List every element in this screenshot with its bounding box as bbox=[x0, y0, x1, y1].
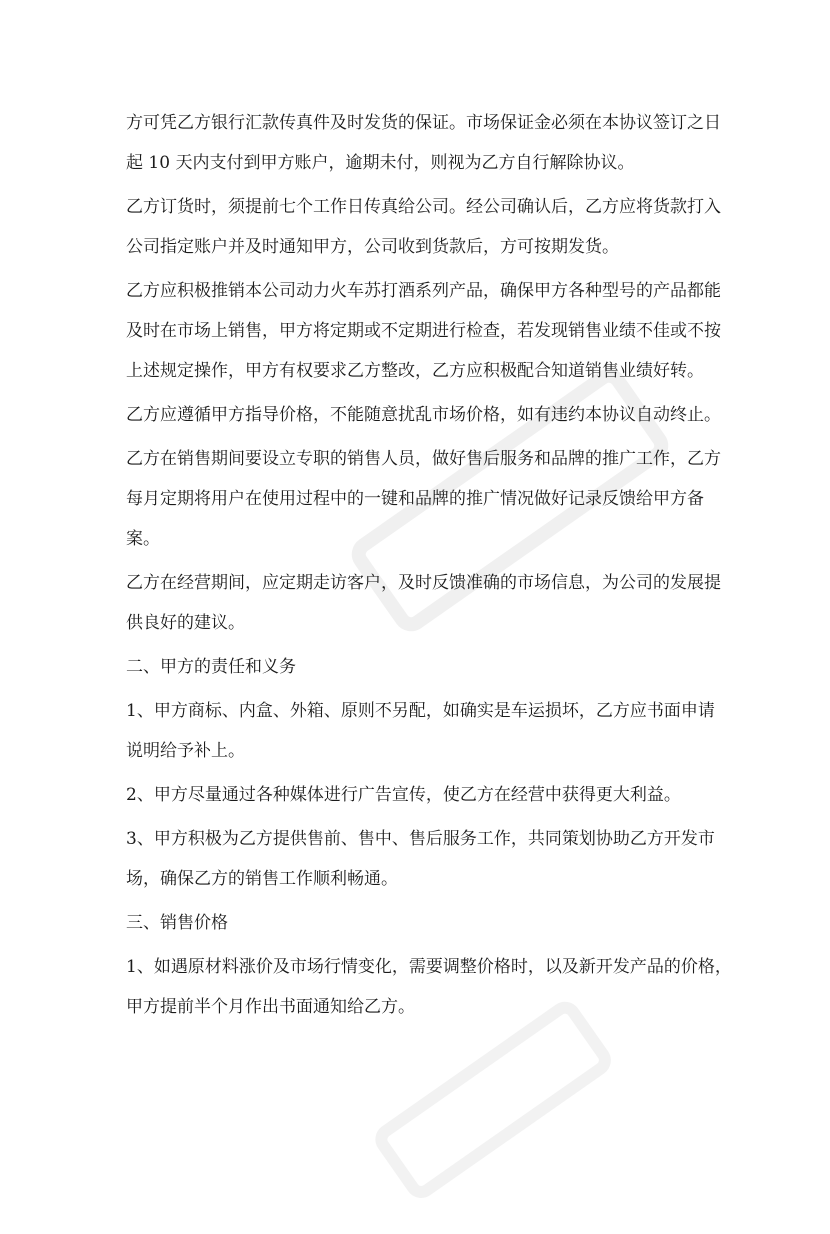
text-line: 起 10 天内支付到甲方账户，逾期未付，则视为乙方自行解除协议。 bbox=[126, 153, 635, 173]
text-line: 乙方在经营期间，应定期走访客户，及时反馈准确的市场信息，为公司的发展提 bbox=[126, 573, 721, 593]
text-line: 供良好的建议。 bbox=[126, 613, 245, 633]
paragraph bbox=[126, 439, 726, 559]
text-line: 甲方提前半个月作出书面通知给乙方。 bbox=[126, 997, 415, 1017]
text-line: 方可凭乙方银行汇款传真件及时发货的保证。市场保证金必须在本协议签订之日 bbox=[126, 113, 721, 133]
paragraph bbox=[126, 691, 726, 771]
document-body bbox=[126, 103, 732, 1027]
text-line: 三、销售价格 bbox=[126, 913, 228, 933]
text-line: 每月定期将用户在使用过程中的一键和品牌的推广情况做好记录反馈给甲方备 bbox=[126, 489, 704, 509]
paragraph bbox=[126, 271, 726, 391]
text-line: 3、甲方积极为乙方提供售前、售中、售后服务工作，共同策划协助乙方开发市 bbox=[126, 829, 715, 849]
paragraph bbox=[126, 187, 726, 267]
text-line: 2、甲方尽量通过各种媒体进行广告宣传，使乙方在经营中获得更大利益。 bbox=[126, 785, 681, 805]
text-line: 场，确保乙方的销售工作顺利畅通。 bbox=[126, 869, 398, 889]
paragraph bbox=[126, 563, 726, 643]
text-line: 乙方应遵循甲方指导价格，不能随意扰乱市场价格，如有违约本协议自动终止。 bbox=[126, 405, 721, 425]
text-line: 公司指定账户并及时通知甲方，公司收到货款后，方可按期发货。 bbox=[126, 237, 619, 257]
text-line: 上述规定操作，甲方有权要求乙方整改，乙方应积极配合知道销售业绩好转。 bbox=[126, 361, 704, 381]
section-heading bbox=[126, 903, 726, 943]
section-heading bbox=[126, 647, 726, 687]
paragraph bbox=[126, 947, 732, 1027]
paragraph bbox=[126, 775, 726, 815]
text-line: 1、甲方商标、内盒、外箱、原则不另配，如确实是车运损坏，乙方应书面申请 bbox=[126, 701, 715, 721]
paragraph bbox=[126, 395, 726, 435]
text-line: 1、如遇原材料涨价及市场行情变化，需要调整价格时，以及新开发产品的价格， bbox=[126, 957, 732, 977]
paragraph bbox=[126, 103, 726, 183]
text-line: 乙方在销售期间要设立专职的销售人员，做好售后服务和品牌的推广工作，乙方 bbox=[126, 449, 721, 469]
text-line: 案。 bbox=[126, 529, 160, 549]
text-line: 乙方订货时，须提前七个工作日传真给公司。经公司确认后，乙方应将货款打入 bbox=[126, 197, 721, 217]
text-line: 说明给予补上。 bbox=[126, 741, 245, 761]
text-line: 二、甲方的责任和义务 bbox=[126, 657, 296, 677]
text-line: 及时在市场上销售，甲方将定期或不定期进行检查，若发现销售业绩不佳或不按 bbox=[126, 321, 721, 341]
paragraph bbox=[126, 819, 726, 899]
text-line: 乙方应积极推销本公司动力火车苏打酒系列产品，确保甲方各种型号的产品都能 bbox=[126, 281, 721, 301]
